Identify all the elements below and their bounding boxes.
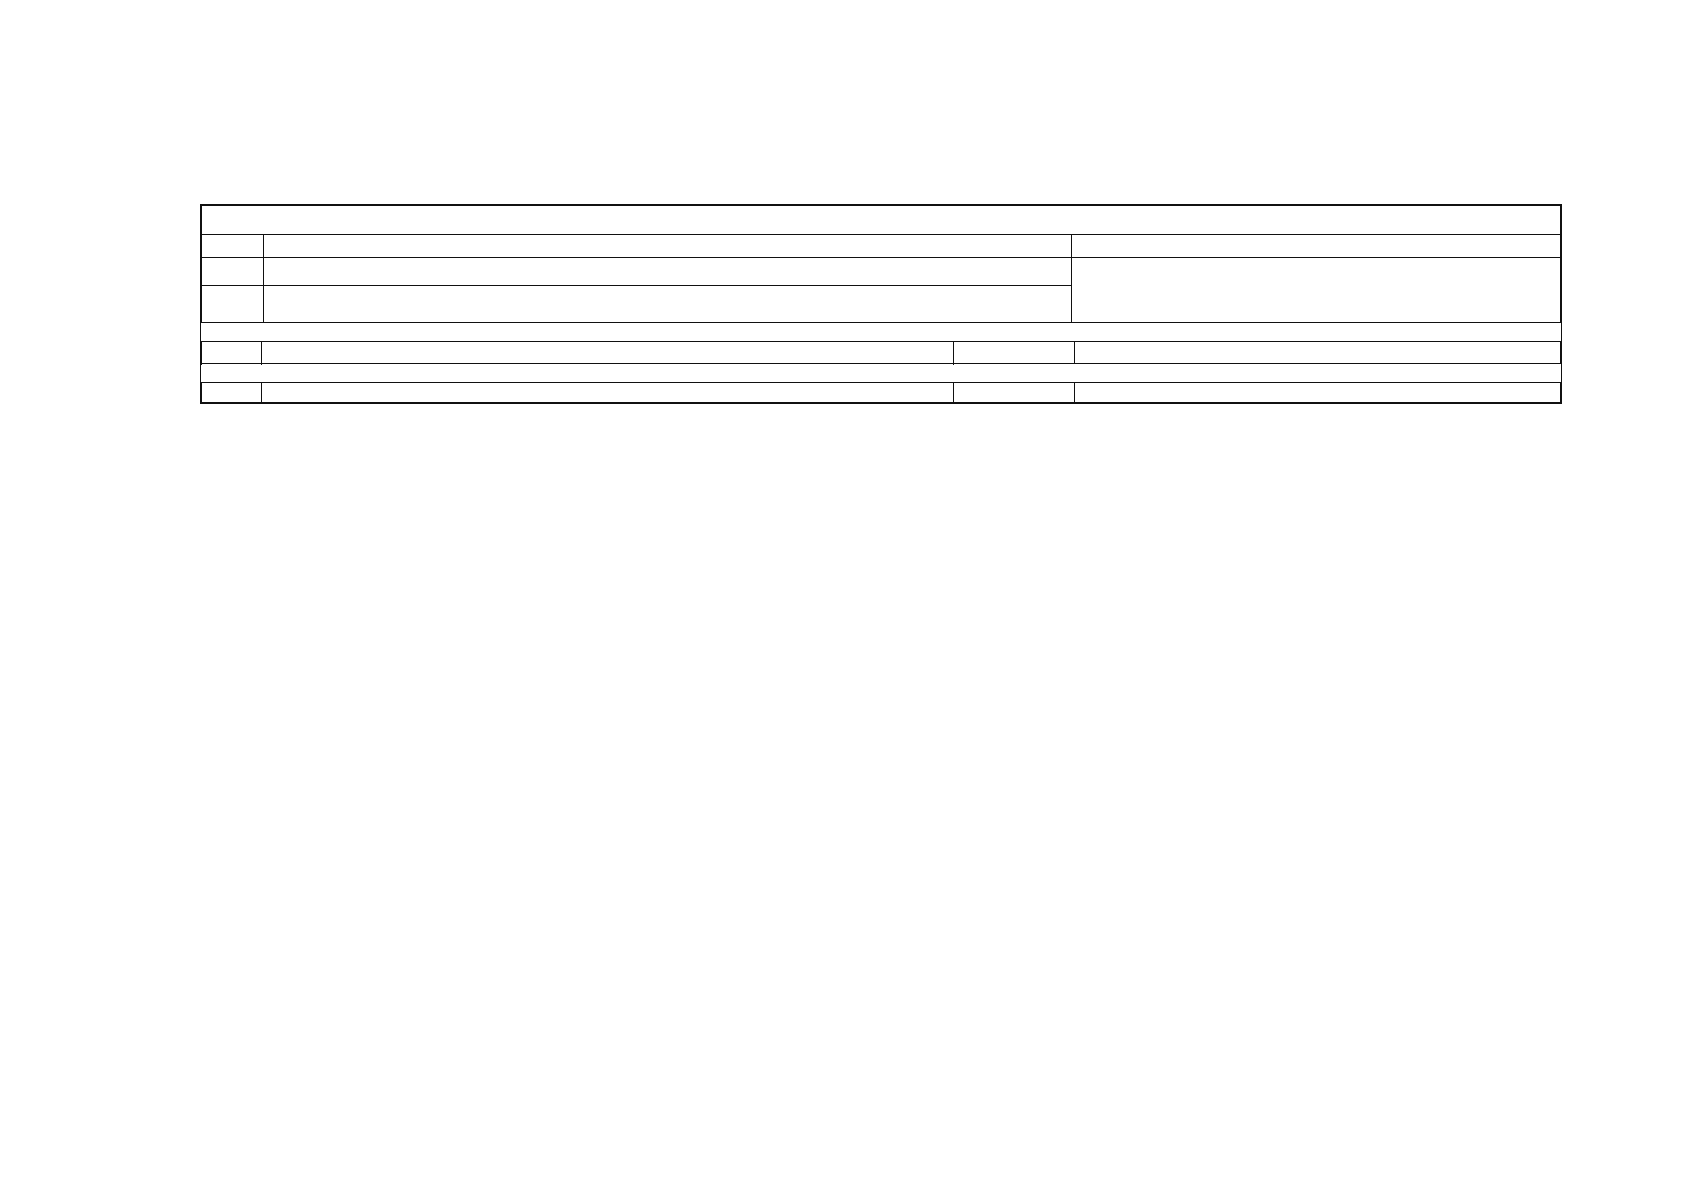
section5-row-name bbox=[264, 258, 1072, 286]
document-frame bbox=[200, 204, 1562, 404]
section6-header-num bbox=[202, 342, 262, 364]
section5-row-num bbox=[202, 286, 264, 323]
section6-header-name bbox=[262, 342, 954, 364]
section5-header-name bbox=[264, 235, 1072, 258]
section5-table bbox=[201, 205, 1561, 323]
section7-header-value bbox=[1075, 383, 1561, 403]
section7-table bbox=[201, 382, 1561, 403]
section6-header-unit bbox=[954, 342, 1075, 364]
section7-header-unit bbox=[954, 383, 1075, 403]
section6-header-value bbox=[1075, 342, 1561, 364]
section5-header-period bbox=[1072, 235, 1561, 258]
section7-header-name bbox=[262, 383, 954, 403]
section6-title bbox=[201, 323, 1561, 341]
section5-row-name bbox=[264, 286, 1072, 323]
section5-row-num bbox=[202, 258, 264, 286]
section6-table bbox=[201, 341, 1561, 364]
section7-title bbox=[201, 364, 1561, 382]
section7-header-num bbox=[202, 383, 262, 403]
section5-period-value bbox=[1072, 258, 1561, 323]
section5-header-num bbox=[202, 235, 264, 258]
section5-title bbox=[202, 206, 1561, 235]
